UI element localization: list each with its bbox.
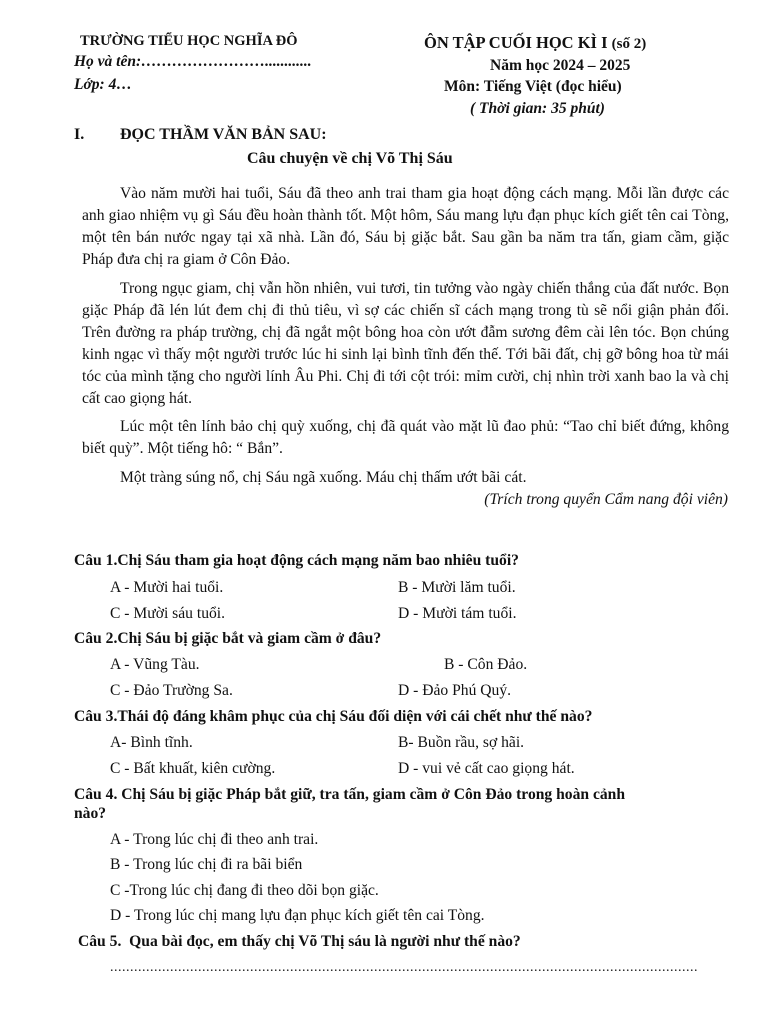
q1-option-d: D - Mười tám tuổi. (398, 605, 517, 622)
exam-title-text: ÔN TẬP CUỐI HỌC KÌ I (424, 33, 608, 52)
story-title: Câu chuyện về chị Võ Thị Sáu (247, 150, 453, 167)
answer-line[interactable]: ................................................................................................................................................... (110, 960, 698, 975)
q3-option-d: D - vui vẻ cất cao giọng hát. (398, 760, 575, 777)
q2-option-b: B - Côn Đảo. (444, 656, 528, 673)
question-label: Câu 1 (74, 552, 114, 569)
section-number: I. (74, 126, 85, 143)
q1-option-a: A - Mười hai tuổi. (110, 579, 224, 596)
passage-paragraph-3: Lúc một tên lính bảo chị quỳ xuống, chị đã quát vào mặt lũ đao phủ: “Tao chỉ biết đứng, không biết quỳ”. Một tiếng hô: “ Bắn”. (82, 418, 729, 457)
q4-option-c: C -Trong lúc chị đang đi theo dõi bọn giặc. (110, 882, 379, 899)
question-text: Thái độ đáng khâm phục của chị Sáu đối diện với cái chết như thế nào? (117, 708, 593, 725)
question-3: Câu 3.Thái độ đáng khâm phục của chị Sáu đối diện với cái chết như thế nào? (74, 708, 593, 725)
question-text: Chị Sáu bị giặc bắt và giam cầm ở đâu? (117, 630, 382, 647)
question-4-continued: nào? (74, 805, 107, 822)
question-label: Câu 5 (78, 933, 118, 950)
question-2: Câu 2.Chị Sáu bị giặc bắt và giam cầm ở đâu? (74, 630, 382, 647)
passage-paragraph-4: Một tràng súng nổ, chị Sáu ngã xuống. Máu chị thấm ướt bãi cát. (120, 469, 527, 486)
time-limit: ( Thời gian: 35 phút) (470, 100, 605, 117)
q2-option-d: D - Đảo Phú Quý. (398, 682, 512, 699)
q1-option-b: B - Mười lăm tuổi. (398, 579, 516, 596)
question-text: Chị Sáu tham gia hoạt động cách mạng năm bao nhiêu tuổi? (117, 552, 519, 569)
passage-source: (Trích trong quyển Cẩm nang đội viên) (484, 491, 728, 508)
question-4: Câu 4. Chị Sáu bị giặc Pháp bắt giữ, tra tấn, giam cầm ở Côn Đảo trong hoàn cảnh (74, 786, 626, 803)
q2-option-a: A - Vũng Tàu. (110, 656, 200, 673)
passage-paragraph-2: Trong ngục giam, chị vẫn hồn nhiên, vui tươi, tin tưởng vào ngày chiến thắng của đất nước. Bọn giặc Pháp đã lén lút đem chị đi thủ tiêu, vì sợ các chiến sĩ cách mạng trong tù sẽ nổi giận phản đối. Trên đường ra pháp trường, chị đã ngắt một bông hoa còn ướt đẫm sương đêm cài lên tóc. Bọn chúng kinh ngạc vì thấy một người trước lúc hi sinh lại bình tĩnh đến thế. Tới bãi đất, chị gỡ bông hoa từ mái tóc của mình tặng cho người lính Âu Phi. Chị đi tới cột trói: mỉm cười, chị nhìn trời xanh bao la và chị cất cao giọng hát. (82, 280, 729, 407)
q3-option-c: C - Bất khuất, kiên cường. (110, 760, 276, 777)
q4-option-d: D - Trong lúc chị mang lựu đạn phục kích giết tên cai Tòng. (110, 907, 485, 924)
question-label: Câu 3 (74, 708, 114, 725)
q4-option-b: B - Trong lúc chị đi ra bãi biển (110, 856, 303, 873)
question-label: Câu 2 (74, 630, 114, 647)
exam-title (424, 33, 646, 53)
class-line: Lớp: 4… (74, 76, 132, 93)
question-label: Câu 4 (74, 786, 114, 803)
q3-option-b: B- Buồn rầu, sợ hãi. (398, 734, 525, 751)
question-text: Qua bài đọc, em thấy chị Võ Thị sáu là người như thế nào? (121, 933, 521, 950)
exam-number: (số 2) (611, 36, 647, 52)
school-name: TRƯỜNG TIỂU HỌC NGHĨA ĐÔ (80, 33, 298, 49)
question-5: Câu 5. Qua bài đọc, em thấy chị Võ Thị sáu là người như thế nào? (78, 933, 521, 950)
school-year: Năm học 2024 – 2025 (490, 57, 631, 74)
q2-option-c: C - Đảo Trường Sa. (110, 682, 233, 699)
student-name-line: Họ và tên:……………………............ (74, 53, 312, 70)
q3-option-a: A- Bình tĩnh. (110, 734, 193, 751)
q4-option-a: A - Trong lúc chị đi theo anh trai. (110, 831, 319, 848)
question-1: Câu 1.Chị Sáu tham gia hoạt động cách mạng năm bao nhiêu tuổi? (74, 552, 519, 569)
passage-paragraph-1: Vào năm mười hai tuổi, Sáu đã theo anh trai tham gia hoạt động cách mạng. Mỗi lần được các anh giao nhiệm vụ gì Sáu đều hoàn thành tốt. Một hôm, Sáu mang lựu đạn phục kích giết tên cai Tòng, một tên bán nước ngay tại xã nhà. Lần đó, Sáu bị giặc bắt. Sau gần ba năm tra tấn, giam cầm, giặc Pháp đưa chị ra giam ở Côn Đảo. (82, 185, 729, 268)
q1-option-c: C - Mười sáu tuổi. (110, 605, 226, 622)
section-heading: ĐỌC THẦM VĂN BẢN SAU: (120, 126, 327, 143)
subject: Môn: Tiếng Việt (đọc hiểu) (444, 78, 622, 95)
question-text-line1: Chị Sáu bị giặc Pháp bắt giữ, tra tấn, giam cầm ở Côn Đảo trong hoàn cảnh (117, 786, 626, 803)
